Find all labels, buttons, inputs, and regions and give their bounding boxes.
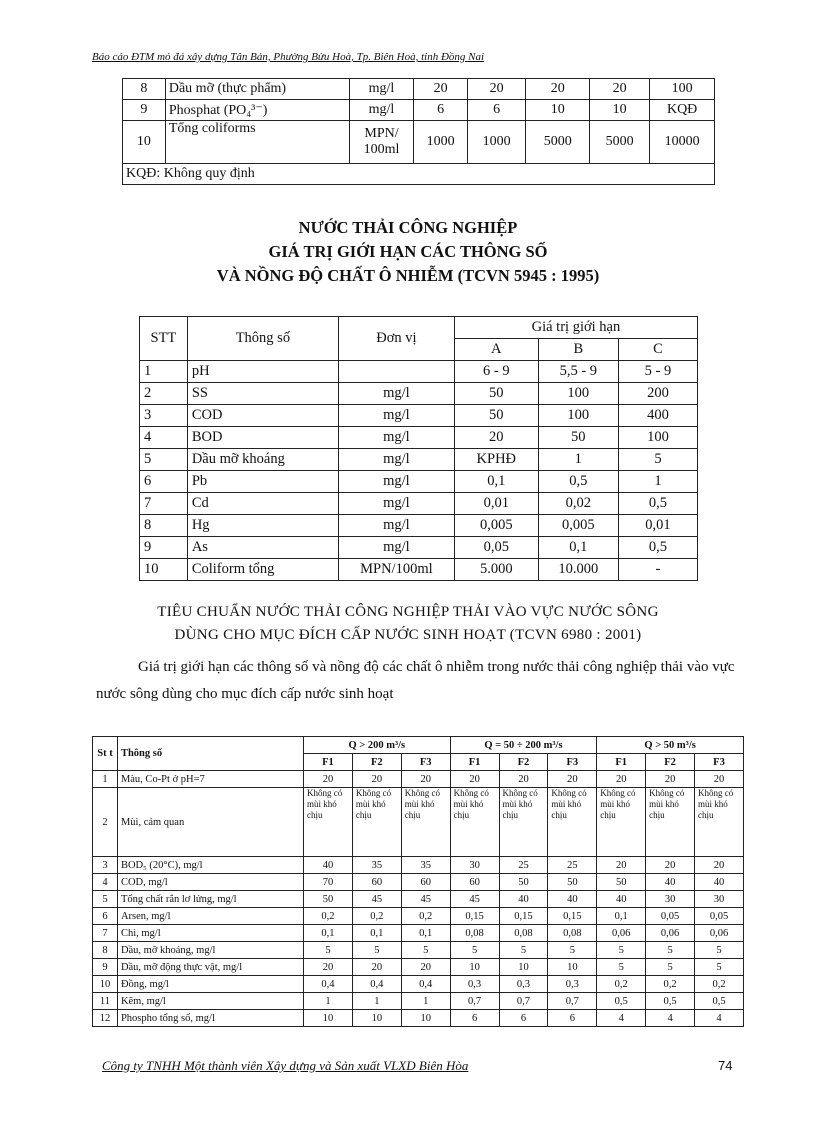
- table-row: [93, 891, 744, 908]
- table-cell: 1: [538, 449, 618, 471]
- table-cell: 5: [304, 942, 353, 959]
- table-row: [140, 559, 698, 581]
- table-cell: 20: [526, 79, 590, 100]
- table-cell: 6: [467, 100, 526, 121]
- table-cell: Không có mùi khó chịu: [401, 788, 450, 857]
- table-cell: 5: [450, 942, 499, 959]
- table-cell: 0,1: [454, 471, 538, 493]
- col-q3: Q > 50 m³/s: [597, 737, 744, 754]
- table-cell: 0,06: [695, 925, 744, 942]
- table-cell: 1: [304, 993, 353, 1010]
- table-cell: 0,1: [538, 537, 618, 559]
- table-cell: 5000: [590, 121, 650, 164]
- table-cell: 50: [454, 405, 538, 427]
- table-cell: 20: [548, 771, 597, 788]
- table-cell: 20: [304, 959, 353, 976]
- table-row: [140, 471, 698, 493]
- table-cell: mg/l: [349, 100, 414, 121]
- table-cell: 20: [352, 959, 401, 976]
- col-param: Thông số: [187, 317, 338, 361]
- table-cell: Không có mùi khó chịu: [548, 788, 597, 857]
- table-cell: 8: [140, 515, 188, 537]
- table-cell: Đồng, mg/l: [117, 976, 303, 993]
- table-row: [140, 515, 698, 537]
- table-cell: 1: [401, 993, 450, 1010]
- table-cell: 0,2: [695, 976, 744, 993]
- table-cell: mg/l: [338, 515, 454, 537]
- table-note: KQĐ: Không quy định: [123, 164, 715, 185]
- table-cell: 4: [93, 874, 118, 891]
- table-cell: 5: [618, 449, 697, 471]
- table-cell: 6: [140, 471, 188, 493]
- table-cell: Pb: [187, 471, 338, 493]
- col-f: F1: [304, 754, 353, 771]
- table-cell: 20: [695, 857, 744, 874]
- table-cell: 50: [548, 874, 597, 891]
- table-cell: mg/l: [338, 405, 454, 427]
- table-cell: 20: [414, 79, 468, 100]
- table-cell: 20: [401, 771, 450, 788]
- table-cell: 0,5: [695, 993, 744, 1010]
- table-cell: 9: [123, 100, 166, 121]
- table-cell: 20: [454, 427, 538, 449]
- table-cell: 7: [93, 925, 118, 942]
- table-cell: 3: [93, 857, 118, 874]
- table-cell: 0,15: [499, 908, 548, 925]
- col-stt: St t: [93, 737, 118, 771]
- table-cell: 0,1: [352, 925, 401, 942]
- table-cell: 20: [590, 79, 650, 100]
- table-cell: 50: [454, 383, 538, 405]
- table-cell: 5: [352, 942, 401, 959]
- table-cell: 5: [597, 959, 646, 976]
- table-cell: 0,2: [352, 908, 401, 925]
- table-cell: 0,2: [304, 908, 353, 925]
- table-cell: 4: [646, 1010, 695, 1027]
- table-cell: 50: [304, 891, 353, 908]
- table-cell: 0,7: [548, 993, 597, 1010]
- table-cell: mg/l: [338, 449, 454, 471]
- table-cell: 10: [140, 559, 188, 581]
- table-cell: mg/l: [349, 79, 414, 100]
- table-cell: 20: [467, 79, 526, 100]
- table-cell: Chì, mg/l: [117, 925, 303, 942]
- table-cell: 0,05: [695, 908, 744, 925]
- table-cell: 40: [499, 891, 548, 908]
- table-cell: COD, mg/l: [117, 874, 303, 891]
- table-cell: 20: [646, 857, 695, 874]
- table-cell: 20: [499, 771, 548, 788]
- table-row: [93, 874, 744, 891]
- table-cell: 0,1: [597, 908, 646, 925]
- col-q2: Q = 50 ÷ 200 m³/s: [450, 737, 597, 754]
- table-row: [123, 79, 715, 100]
- table-cell: 0,08: [450, 925, 499, 942]
- table-cell: 60: [401, 874, 450, 891]
- table-row: [140, 449, 698, 471]
- table-row: [93, 857, 744, 874]
- table-cell: 10: [499, 959, 548, 976]
- table-cell: 10: [93, 976, 118, 993]
- col-c: C: [618, 339, 697, 361]
- table-cell: 20: [695, 771, 744, 788]
- table-row: [93, 771, 744, 788]
- table-cell: Phospho tổng số, mg/l: [117, 1010, 303, 1027]
- table-cell: 2: [140, 383, 188, 405]
- table-cell: -: [618, 559, 697, 581]
- table-cell: 0,1: [304, 925, 353, 942]
- table-cell: Tổng chất rắn lơ lửng, mg/l: [117, 891, 303, 908]
- table-cell: 20: [352, 771, 401, 788]
- table-cell: 5.000: [454, 559, 538, 581]
- col-f: F2: [352, 754, 401, 771]
- table-cell: 10: [123, 121, 166, 164]
- table-cell: 0,005: [454, 515, 538, 537]
- table-cell: 1: [93, 771, 118, 788]
- description-text: Giá trị giới hạn các thông số và nồng độ các chất ô nhiễm trong nước thải công nghiệp thải vào vực nước sông dùng cho mục đích cấp nước sinh hoạt: [96, 659, 735, 702]
- table-row: [93, 908, 744, 925]
- table-cell: 8: [93, 942, 118, 959]
- table-cell: 1000: [414, 121, 468, 164]
- table-cell: 30: [695, 891, 744, 908]
- col-a: A: [454, 339, 538, 361]
- table-cell: 20: [304, 771, 353, 788]
- table-tcvn-5945: [139, 316, 698, 581]
- table-cell: Tổng coliforms: [165, 121, 349, 164]
- table-cell: mg/l: [338, 493, 454, 515]
- table-cell: SS: [187, 383, 338, 405]
- table-cell: 5: [548, 942, 597, 959]
- table-cell: 50: [499, 874, 548, 891]
- table-cell: 5: [93, 891, 118, 908]
- table-cell: 100: [618, 427, 697, 449]
- col-stt: STT: [140, 317, 188, 361]
- table-cell: Không có mùi khó chịu: [352, 788, 401, 857]
- table-cell: 0,5: [618, 537, 697, 559]
- table-cell: 1: [352, 993, 401, 1010]
- table-cell: 40: [646, 874, 695, 891]
- table-cell: mg/l: [338, 383, 454, 405]
- col-f: F1: [450, 754, 499, 771]
- table-cell: 0,7: [499, 993, 548, 1010]
- table-cell: 20: [597, 857, 646, 874]
- section-title-line2: GIÁ TRỊ GIỚI HẠN CÁC THÔNG SỐ: [268, 242, 548, 261]
- table-cell: 30: [450, 857, 499, 874]
- col-f: F3: [401, 754, 450, 771]
- table-cell: 60: [450, 874, 499, 891]
- col-limit: Giá trị giới hạn: [454, 317, 697, 339]
- table-cell: 400: [618, 405, 697, 427]
- table-cell: Cd: [187, 493, 338, 515]
- table-cell: 45: [401, 891, 450, 908]
- table-cell: 25: [548, 857, 597, 874]
- table-cell: 0,5: [597, 993, 646, 1010]
- table-cell: mg/l: [338, 537, 454, 559]
- table-cell: 70: [304, 874, 353, 891]
- table-cell: 0,3: [499, 976, 548, 993]
- table-cell: 5: [646, 942, 695, 959]
- table-cell: Dầu, mỡ khoáng, mg/l: [117, 942, 303, 959]
- table-cell: 0,01: [454, 493, 538, 515]
- col-f: F3: [695, 754, 744, 771]
- table-cell: 0,2: [597, 976, 646, 993]
- table-cell: 100: [650, 79, 715, 100]
- table-cell: [338, 361, 454, 383]
- table-cell: 20: [450, 771, 499, 788]
- table-cell: 40: [548, 891, 597, 908]
- table-cell: 5: [597, 942, 646, 959]
- table-cell: 6: [548, 1010, 597, 1027]
- table-cell: 0,005: [538, 515, 618, 537]
- table-cell: 0,4: [304, 976, 353, 993]
- table-cell: 10: [590, 100, 650, 121]
- table-cell: 10: [352, 1010, 401, 1027]
- table-cell: 0,3: [548, 976, 597, 993]
- table-cell: COD: [187, 405, 338, 427]
- table-cell: 0,5: [538, 471, 618, 493]
- col-q1: Q > 200 m³/s: [304, 737, 451, 754]
- table-row: [140, 383, 698, 405]
- table-cell: 0,3: [450, 976, 499, 993]
- table-cell: 10: [450, 959, 499, 976]
- table-cell: 40: [597, 891, 646, 908]
- table-row: [93, 788, 744, 857]
- table-cell: 45: [450, 891, 499, 908]
- table-cell: 8: [123, 79, 166, 100]
- table-row: [93, 925, 744, 942]
- table-cell: 100: [538, 405, 618, 427]
- table-row: [123, 100, 715, 121]
- table-cell: 50: [538, 427, 618, 449]
- table-cell: 20: [597, 771, 646, 788]
- table-cell: Không có mùi khó chịu: [450, 788, 499, 857]
- table-cell: 40: [304, 857, 353, 874]
- table-cell: mg/l: [338, 471, 454, 493]
- table-cell: 35: [401, 857, 450, 874]
- standard-title-line1: TIÊU CHUẨN NƯỚC THẢI CÔNG NGHIỆP THẢI VÀO VỰC NƯỚC SÔNG: [157, 604, 659, 620]
- table-cell: 0,01: [618, 515, 697, 537]
- table-cell: 10: [548, 959, 597, 976]
- table-cell: 0,5: [618, 493, 697, 515]
- table-cell: pH: [187, 361, 338, 383]
- col-f: F2: [646, 754, 695, 771]
- table-cell: 5: [695, 959, 744, 976]
- table-cell: 0,2: [401, 908, 450, 925]
- table-cell: MPN/ 100ml: [349, 121, 414, 164]
- table-cell: 20: [646, 771, 695, 788]
- table-row: [93, 976, 744, 993]
- page-header: Báo cáo ĐTM mỏ đá xây dựng Tân Bản, Phường Bửu Hoà, Tp. Biên Hoà, tỉnh Đồng Nai: [92, 51, 485, 63]
- table-cell: 0,08: [548, 925, 597, 942]
- table-cell: 25: [499, 857, 548, 874]
- table-row: [140, 405, 698, 427]
- table-cell: 9: [93, 959, 118, 976]
- col-unit: Đơn vị: [338, 317, 454, 361]
- table-cell: As: [187, 537, 338, 559]
- table-cell: 100: [538, 383, 618, 405]
- table-cell: 10: [401, 1010, 450, 1027]
- col-f: F3: [548, 754, 597, 771]
- section-title-line1: NƯỚC THẢI CÔNG NGHIỆP: [298, 218, 518, 237]
- table-cell: 5: [499, 942, 548, 959]
- table-cell: 0,2: [646, 976, 695, 993]
- table-cell: 0,5: [646, 993, 695, 1010]
- table-cell: 0,08: [499, 925, 548, 942]
- table-cell: 40: [695, 874, 744, 891]
- table-cell: Không có mùi khó chịu: [499, 788, 548, 857]
- table-cell: 35: [352, 857, 401, 874]
- table-cell: 0,06: [597, 925, 646, 942]
- table-cell: 0,02: [538, 493, 618, 515]
- col-f: F1: [597, 754, 646, 771]
- table-cell: 10000: [650, 121, 715, 164]
- description-paragraph: [96, 654, 746, 708]
- table-cell: 45: [352, 891, 401, 908]
- section-title-line3: VÀ NỒNG ĐỘ CHẤT Ô NHIỄM (TCVN 5945 : 1995): [216, 266, 600, 285]
- table-cell: Màu, Co-Pt ở pH=7: [117, 771, 303, 788]
- table-cell: 5: [401, 942, 450, 959]
- table-row: [140, 361, 698, 383]
- table-cell: Dầu, mỡ động thực vật, mg/l: [117, 959, 303, 976]
- table-cell: KQĐ: [650, 100, 715, 121]
- table-cell: 0,4: [401, 976, 450, 993]
- table-cell: 6: [450, 1010, 499, 1027]
- table-cell: 0,15: [548, 908, 597, 925]
- table-cell: 6: [414, 100, 468, 121]
- table-cell: 30: [646, 891, 695, 908]
- table-cell: 5: [695, 942, 744, 959]
- table-cell: 20: [401, 959, 450, 976]
- col-param: Thông số: [117, 737, 303, 771]
- col-b: B: [538, 339, 618, 361]
- table-cell: 6: [93, 908, 118, 925]
- table-cell: Mùi, cảm quan: [117, 788, 303, 857]
- table-cell: Hg: [187, 515, 338, 537]
- table-row: [140, 493, 698, 515]
- table-cell: 10.000: [538, 559, 618, 581]
- table-cell: Không có mùi khó chịu: [695, 788, 744, 857]
- table-wastewater-limits-continued: [122, 78, 715, 185]
- table-cell: 10: [304, 1010, 353, 1027]
- table-cell: Coliform tổng: [187, 559, 338, 581]
- table-cell: MPN/100ml: [338, 559, 454, 581]
- col-f: F2: [499, 754, 548, 771]
- table-cell: 60: [352, 874, 401, 891]
- table-tcvn-6980: [92, 736, 744, 1027]
- table-cell: 1: [140, 361, 188, 383]
- table-cell: 5 - 9: [618, 361, 697, 383]
- table-cell: Không có mùi khó chịu: [597, 788, 646, 857]
- table-cell: mg/l: [338, 427, 454, 449]
- page-number: 74: [718, 1058, 733, 1073]
- table-cell: 5: [140, 449, 188, 471]
- table-cell: 4: [140, 427, 188, 449]
- table-row: [93, 1010, 744, 1027]
- table-cell: BOD₅ (20°C), mg/l: [117, 857, 303, 874]
- table-cell: 12: [93, 1010, 118, 1027]
- table-cell: Phosphat (PO₄³⁻): [165, 100, 349, 121]
- table-cell: Không có mùi khó chịu: [646, 788, 695, 857]
- table-cell: BOD: [187, 427, 338, 449]
- table-cell: 4: [597, 1010, 646, 1027]
- table-row: [93, 993, 744, 1010]
- table-cell: Không có mùi khó chịu: [304, 788, 353, 857]
- standard-title-line2: DÙNG CHO MỤC ĐÍCH CẤP NƯỚC SINH HOẠT (TCVN 6980 : 2001): [174, 627, 642, 643]
- table-cell: 0,06: [646, 925, 695, 942]
- page-footer: Công ty TNHH Một thành viên Xây dựng và Sản xuất VLXD Biên Hòa: [102, 1058, 469, 1073]
- table-cell: 11: [93, 993, 118, 1010]
- table-cell: 5000: [526, 121, 590, 164]
- table-cell: 1000: [467, 121, 526, 164]
- table-cell: 5,5 - 9: [538, 361, 618, 383]
- table-cell: 0,7: [450, 993, 499, 1010]
- table-cell: 0,1: [401, 925, 450, 942]
- table-cell: Kẽm, mg/l: [117, 993, 303, 1010]
- table-row: [123, 121, 715, 164]
- table-row: [93, 942, 744, 959]
- table-row: [140, 537, 698, 559]
- table-cell: 0,4: [352, 976, 401, 993]
- table-cell: 2: [93, 788, 118, 857]
- table-cell: 10: [526, 100, 590, 121]
- table-row: [140, 427, 698, 449]
- table-cell: 5: [646, 959, 695, 976]
- table-cell: 6 - 9: [454, 361, 538, 383]
- table-cell: 200: [618, 383, 697, 405]
- table-cell: 0,05: [454, 537, 538, 559]
- table-cell: 7: [140, 493, 188, 515]
- table-row: [93, 959, 744, 976]
- table-cell: 1: [618, 471, 697, 493]
- table-cell: 3: [140, 405, 188, 427]
- table-cell: Arsen, mg/l: [117, 908, 303, 925]
- table-cell: Dầu mỡ khoáng: [187, 449, 338, 471]
- table-cell: KPHĐ: [454, 449, 538, 471]
- table-cell: Dầu mỡ (thực phẩm): [165, 79, 349, 100]
- table-cell: 4: [695, 1010, 744, 1027]
- table-cell: 50: [597, 874, 646, 891]
- table-cell: 0,05: [646, 908, 695, 925]
- table-cell: 0,15: [450, 908, 499, 925]
- table-cell: 9: [140, 537, 188, 559]
- table-cell: 6: [499, 1010, 548, 1027]
